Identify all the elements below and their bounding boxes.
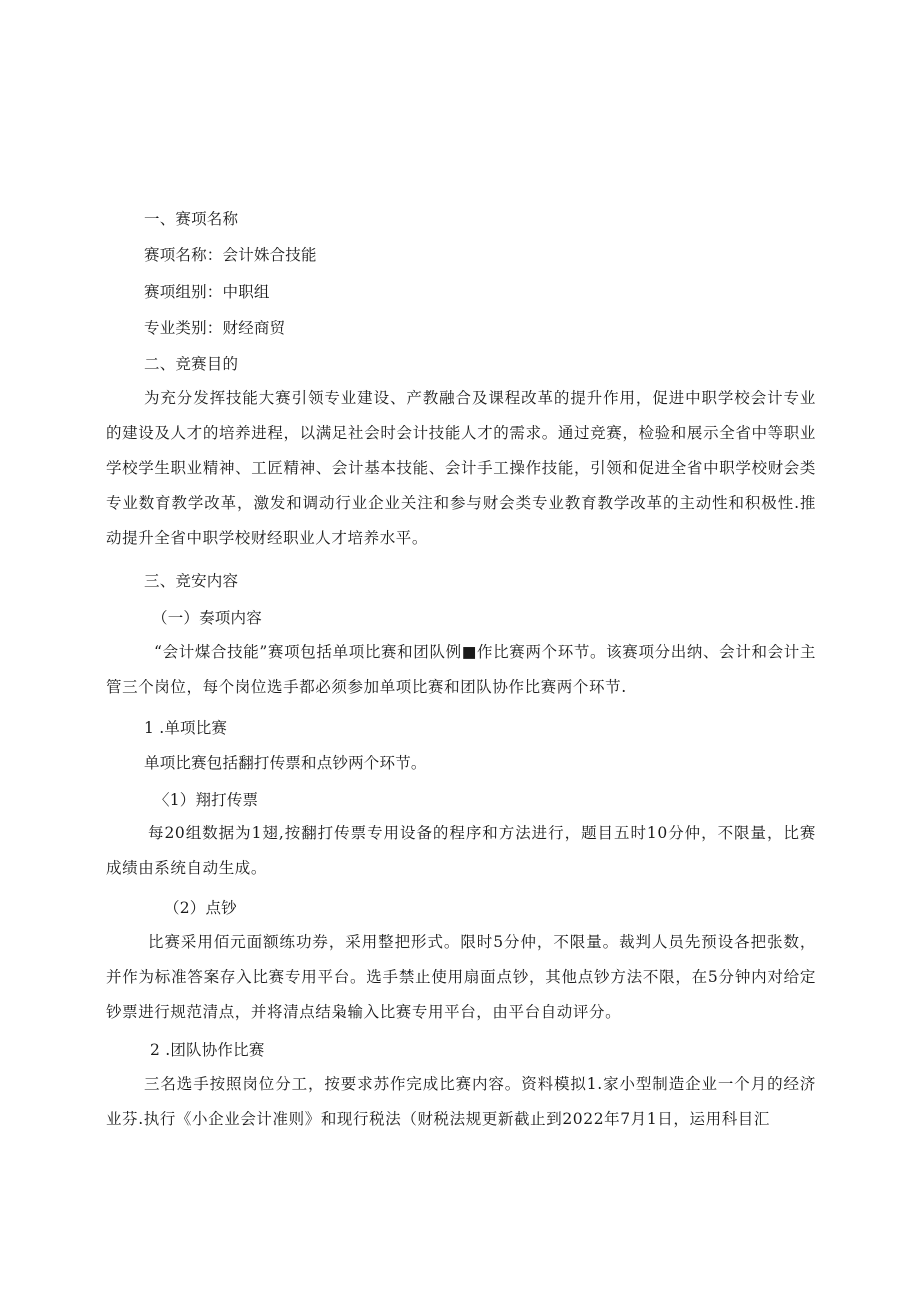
cash-counting-paragraph: 比赛采用佰元面额练功券，采用整把形式。限时5分仲，不限量。裁判人员先预设各把张数，并作为标准答案存入比赛专用平台。选手禁止使用扇面点钞，其他点钞方法不限，在5分钟内对给定钞票进行规范清点，并将清点结枭输入比赛专用平台，由平台自动评分。 <box>106 933 816 1021</box>
voucher-entry-paragraph: 每20组数据为1翅,按翻打传票专用设备的程序和方法进行，题目五时10分仲，不限量，比赛成绩由系统自动生成。 <box>106 824 816 877</box>
event-content-paragraph: “会计煤合技能”赛项包括单项比赛和团队例■作比赛两个环节。该赛项分出纳、会计和会计主管三个岗位，每个岗位选手都必须参加单项比赛和团队协作比赛两个环节. <box>106 643 816 696</box>
section-2-heading: 二、竞赛目的 <box>144 355 239 373</box>
event-group-line: 赛项组别：中职组 <box>144 283 270 301</box>
event-name-line: 赛项名称：会计姝合技能 <box>144 246 317 264</box>
item-1-sub-2-heading: （2）点钞 <box>164 899 237 917</box>
section-1-heading: 一、赛项名称 <box>144 210 239 228</box>
item-1-paragraph: 单项比赛包括翻打传票和点钞两个环节。 <box>144 754 427 772</box>
team-collaboration-paragraph: 三名选手按照岗位分工，按要求苏作完成比赛内容。资料模拟1.家小型制造企业一个月的经济业芬.执行《小企业会计准则》和现行税法（财税法规更新截止到2022年7月1日，运用科目汇 <box>106 1075 816 1128</box>
competition-purpose-paragraph: 为充分发挥技能大赛引领专业建设、产教融合及课程改革的提升作用，促进中职学校会计专业的建设及人才的培养进程，以满足社会时会计技能人才的需求。通过竞赛，检验和展示全省中等职业学校学生职业精神、工匠精神、会计基本技能、会计手工操作技能，引领和促进全省中职学校财会类专业数育教学改革，激发和调动行业企业关注和参与财会类专业教育教学改革的主动性和积极性.推动提升全省中职学校财经职业人才培养水平。 <box>106 389 816 547</box>
item-1-heading: 1 .单项比赛 <box>144 719 228 737</box>
professional-category-line: 专业类别：财经商贸 <box>144 319 286 337</box>
item-2-heading: 2 .团队协作比赛 <box>150 1041 265 1059</box>
subsection-1-heading: （一）奏项内容 <box>152 609 262 627</box>
item-1-sub-1-heading: 〈1）翔打传票 <box>154 791 259 809</box>
section-3-heading: 三、竞安内容 <box>144 572 239 590</box>
